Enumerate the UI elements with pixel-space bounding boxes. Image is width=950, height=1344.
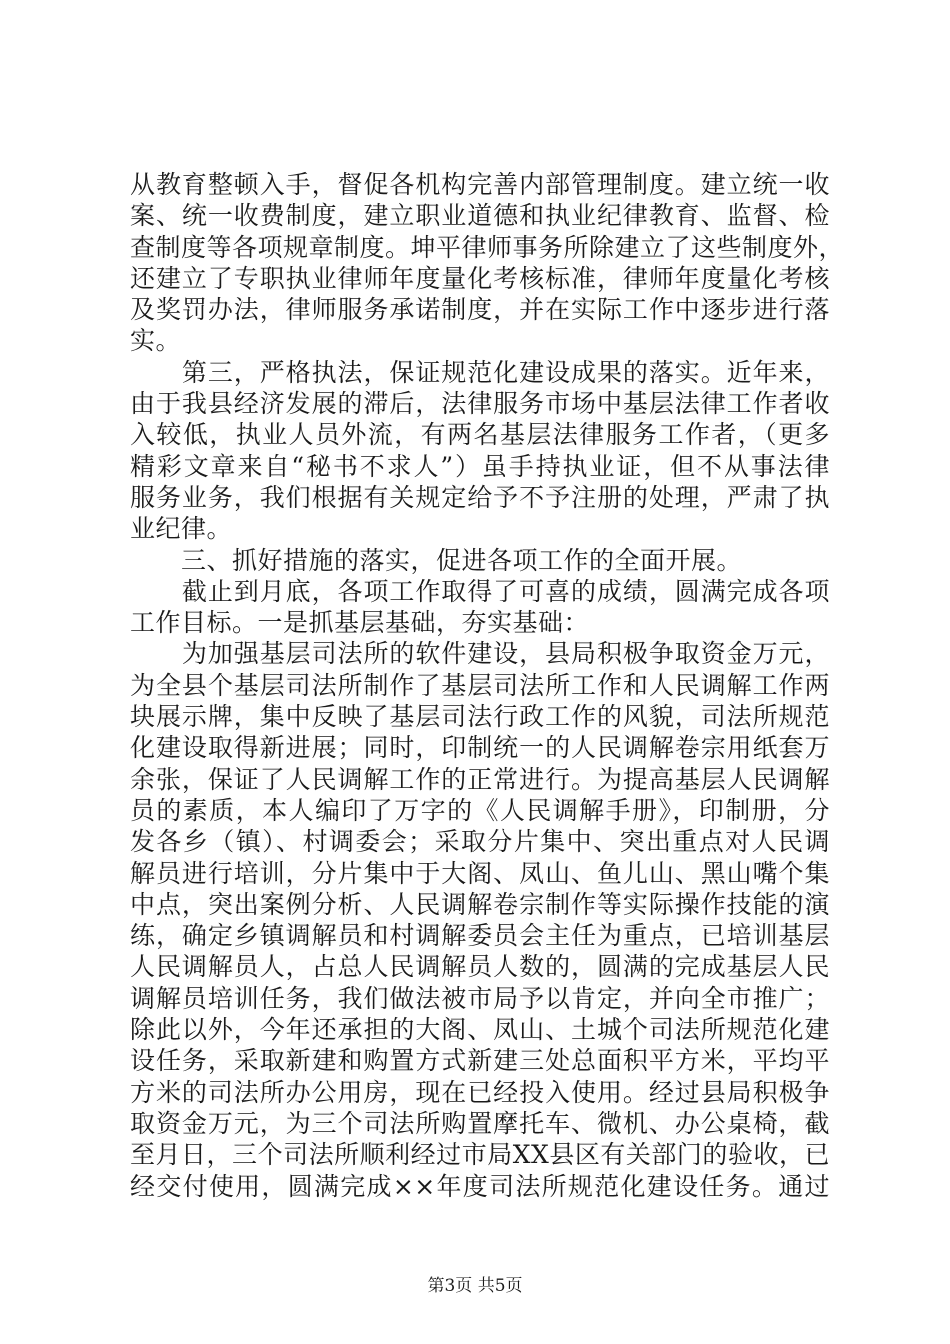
text-line: 中点，突出案例分析、人民调解卷宗制作等实际操作技能的演	[130, 889, 830, 919]
text-line: 解员进行培训，分片集中于大阁、凤山、鱼儿山、黑山嘴个集	[130, 858, 830, 888]
text-line: 由于我县经济发展的滞后，法律服务市场中基层法律工作者收	[130, 389, 830, 419]
text-line: 第三，严格执法，保证规范化建设成果的落实。近年来，	[130, 357, 830, 387]
text-line: 发各乡（镇）、村调委会；采取分片集中、突出重点对人民调	[130, 827, 830, 857]
text-line: 化建设取得新进展；同时，印制统一的人民调解卷宗用纸套万	[130, 733, 830, 763]
text-line: 取资金万元，为三个司法所购置摩托车、微机、办公桌椅，截	[130, 1108, 830, 1138]
text-line: 为加强基层司法所的软件建设，县局积极争取资金万元，	[130, 639, 830, 669]
text-line: 至月日，三个司法所顺利经过市局XX县区有关部门的验收，已	[130, 1140, 830, 1170]
document-body	[130, 169, 845, 1202]
text-line: 经交付使用，圆满完成××年度司法所规范化建设任务。通过	[130, 1171, 830, 1201]
text-line: 设任务，采取新建和购置方式新建三处总面积平方米，平均平	[130, 1046, 830, 1076]
text-line: 从教育整顿入手，督促各机构完善内部管理制度。建立统一收	[130, 170, 830, 199]
text-line: 业纪律。	[130, 514, 233, 544]
text-line: 案、统一收费制度，建立职业道德和执业纪律教育、监督、检	[130, 201, 830, 231]
text-line: 三、抓好措施的落实，促进各项工作的全面开展。	[130, 545, 743, 575]
text-line: 练，确定乡镇调解员和村调解委员会主任为重点，已培训基层	[130, 921, 830, 951]
text-line: 除此以外，今年还承担的大阁、凤山、土城个司法所规范化建	[130, 1015, 830, 1045]
text-line: 员的素质，本人编印了万字的《人民调解手册》，印制册，分	[130, 795, 830, 825]
page-number-footer: 第3页 共5页	[427, 1276, 523, 1296]
text-line: 工作目标。一是抓基层基础，夯实基础：	[130, 608, 590, 638]
text-line: 查制度等各项规章制度。坤平律师事务所除建立了这些制度外，	[130, 232, 845, 262]
text-line: 余张，保证了人民调解工作的正常进行。为提高基层人民调解	[130, 764, 830, 794]
text-line: 块展示牌，集中反映了基层司法行政工作的风貌，司法所规范	[130, 702, 830, 732]
text-line: 实。	[130, 326, 182, 356]
text-line: 截止到月底，各项工作取得了可喜的成绩，圆满完成各项	[130, 576, 830, 606]
text-line: 精彩文章来自“秘书不求人”）虽手持执业证，但不从事法律	[130, 451, 830, 481]
text-line: 还建立了专职执业律师年度量化考核标准，律师年度量化考核	[130, 263, 830, 293]
text-line: 及奖罚办法，律师服务承诺制度，并在实际工作中逐步进行落	[130, 295, 830, 325]
text-line: 服务业务，我们根据有关规定给予不予注册的处理，严肃了执	[130, 482, 830, 512]
text-line: 为全县个基层司法所制作了基层司法所工作和人民调解工作两	[130, 670, 830, 700]
text-line: 方米的司法所办公用房，现在已经投入使用。经过县局积极争	[130, 1077, 830, 1107]
text-line: 调解员培训任务，我们做法被市局予以肯定，并向全市推广；	[130, 983, 830, 1013]
text-line: 入较低，执业人员外流，有两名基层法律服务工作者，（更多	[130, 420, 830, 450]
text-line: 人民调解员人，占总人民调解员人数的，圆满的完成基层人民	[130, 952, 830, 982]
